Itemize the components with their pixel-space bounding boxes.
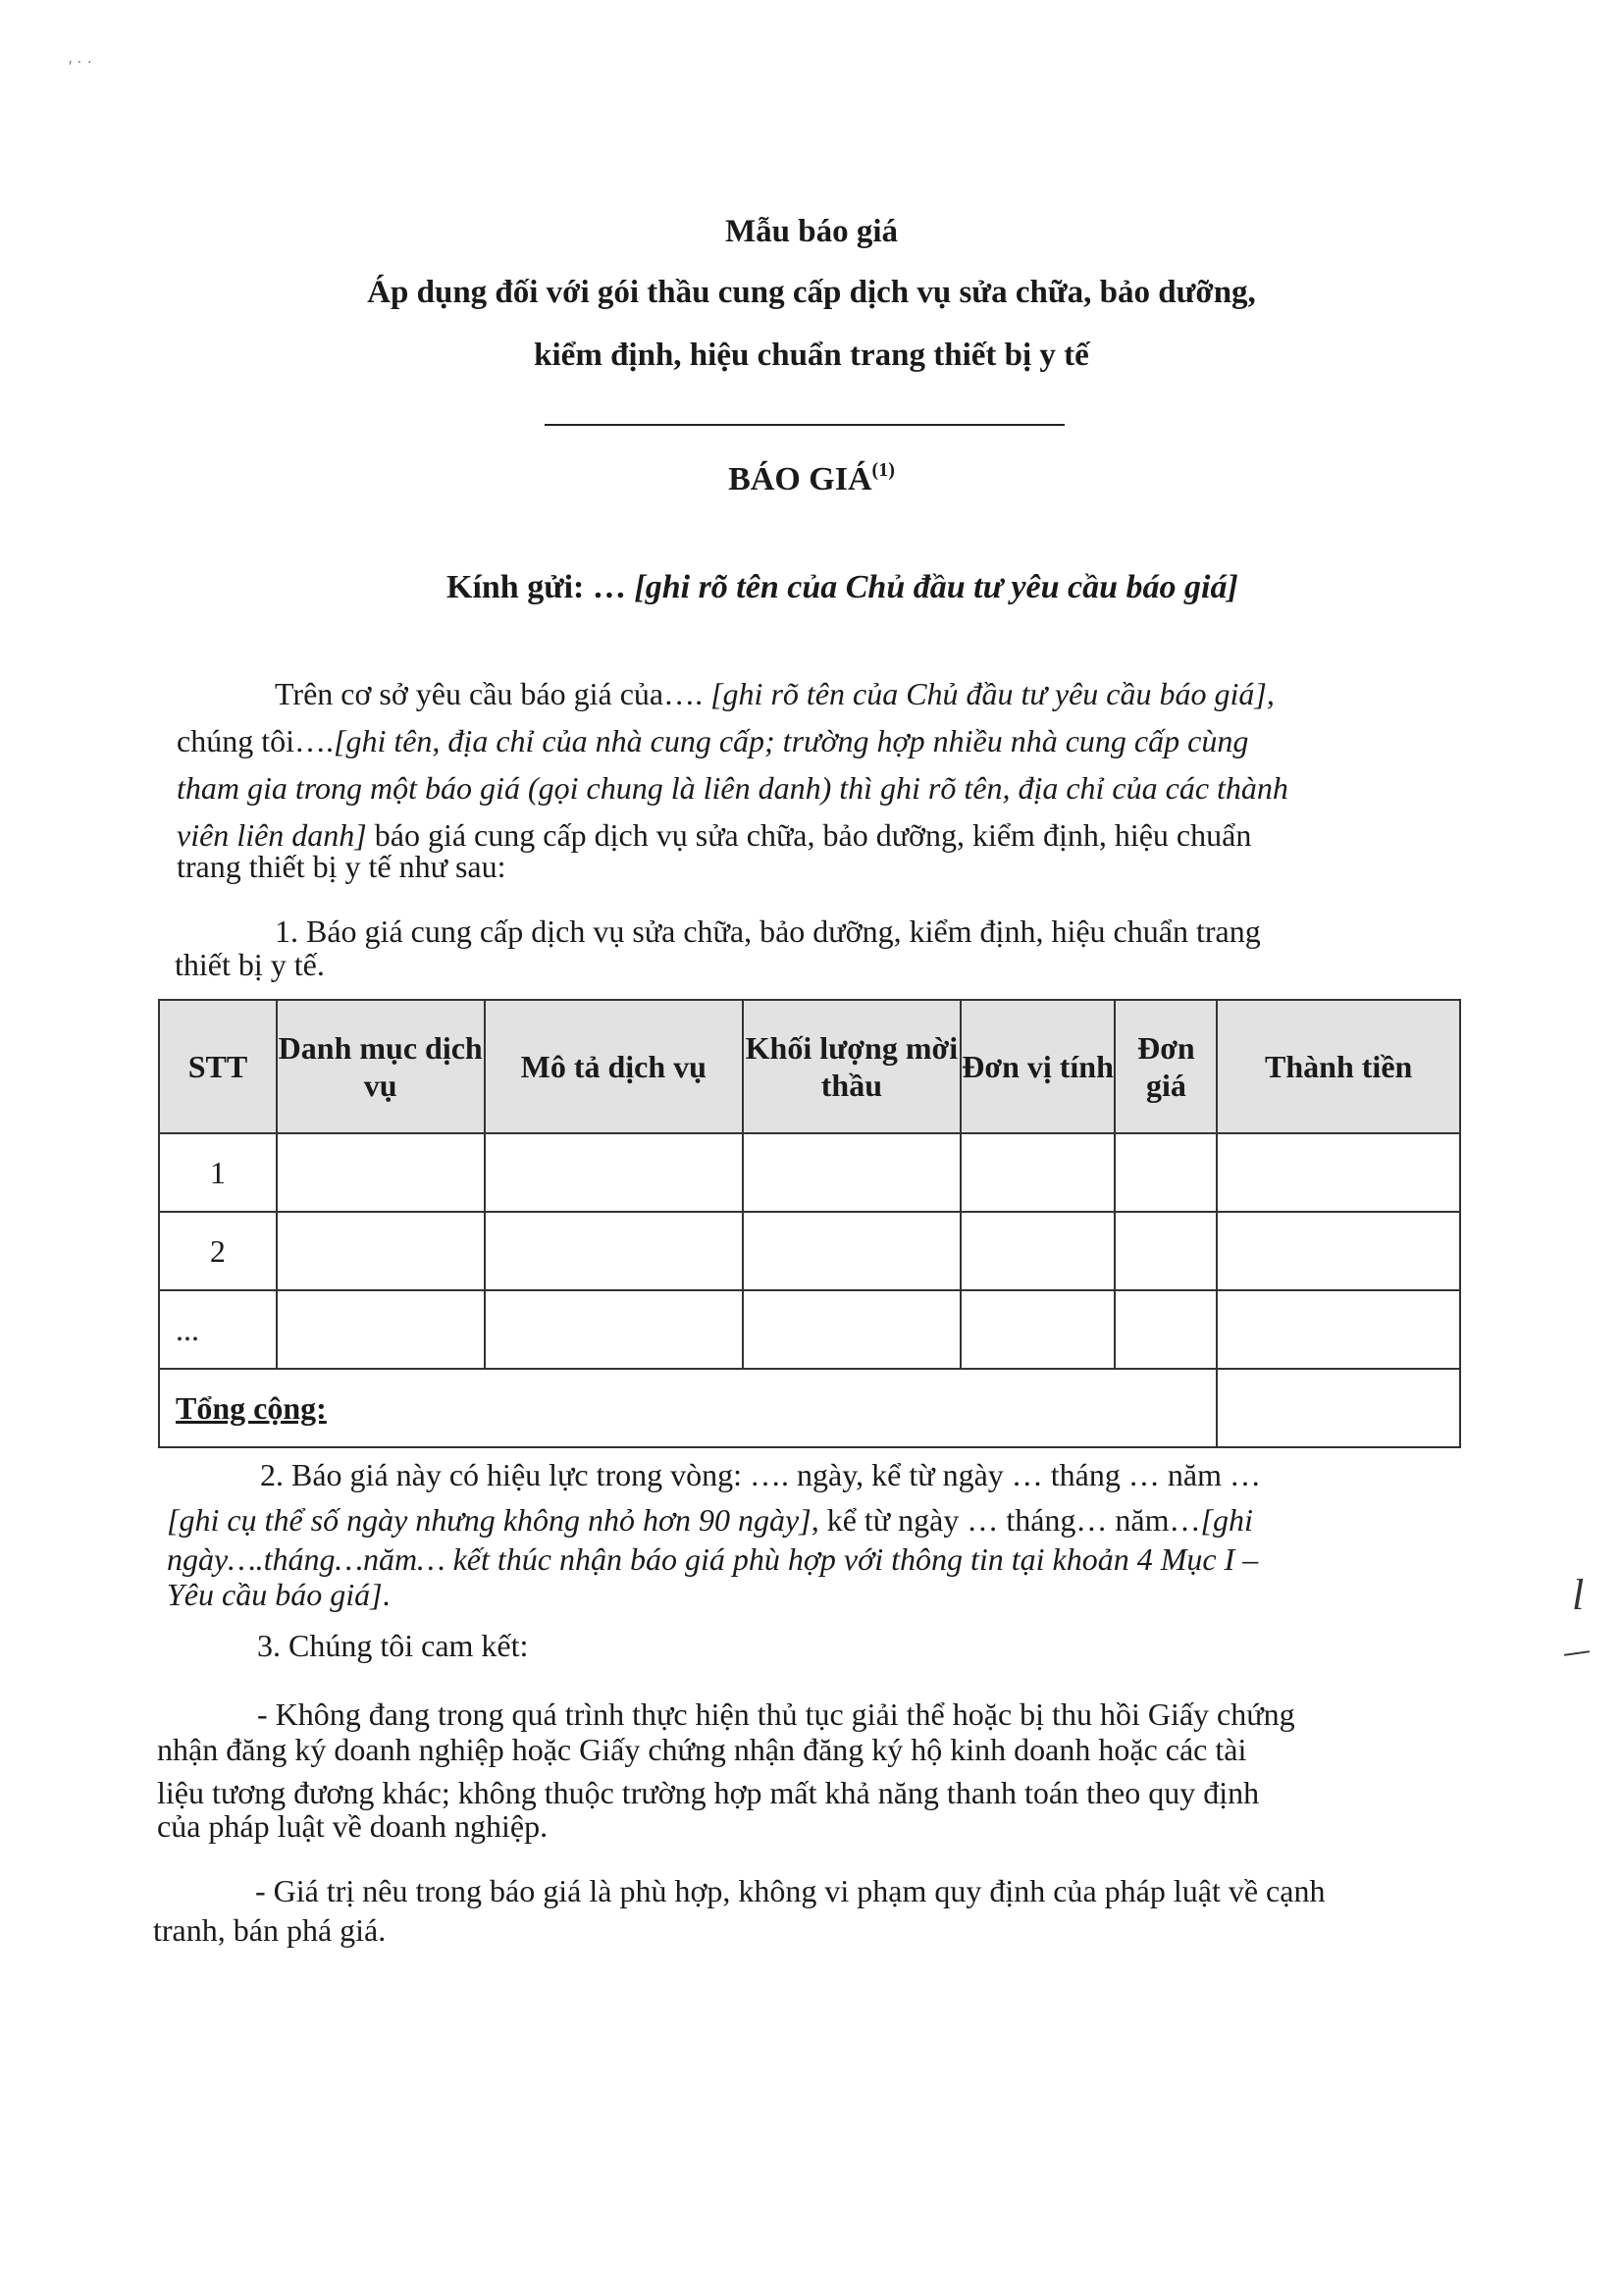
total-label: Tổng cộng: (159, 1369, 1217, 1447)
quote-heading (0, 459, 1623, 498)
table-cell (743, 1290, 961, 1369)
section3-heading: 3. Chúng tôi cam kết: (257, 1628, 529, 1663)
section2-placeholder: [ghi (1200, 1502, 1253, 1538)
section2-placeholder: [ghi cụ thể số ngày nhưng không nhỏ hơn 90 ngày] (167, 1502, 812, 1538)
table-cell (743, 1133, 961, 1212)
section2-line-3: ngày….tháng…năm… kết thúc nhận báo giá phù hợp với thông tin tại khoản 4 Mục I – (167, 1541, 1259, 1577)
commitment-1-line-2: nhận đăng ký doanh nghiệp hoặc Giấy chứng nhận đăng ký hộ kinh doanh hoặc các tài (157, 1732, 1247, 1767)
section2-placeholder: Yêu cầu báo giá] (167, 1577, 383, 1612)
table-cell (1217, 1212, 1460, 1290)
table-row (159, 1212, 1460, 1290)
table-cell (961, 1212, 1116, 1290)
form-title: Mẫu báo giá (724, 214, 899, 249)
table-cell (1115, 1133, 1217, 1212)
table-cell (277, 1212, 485, 1290)
col-header: STT (159, 1000, 277, 1133)
intro-line-2 (177, 724, 1248, 757)
section1-line-2: thiết bị y tế. (175, 947, 325, 982)
table-cell (961, 1133, 1116, 1212)
form-subtitle-line1: Áp dụng đối với gói thầu cung cấp dịch vụ sửa chữa, bảo dưỡng, (367, 275, 1256, 310)
title-divider (545, 424, 1065, 426)
recipient-label: Kính gửi: … (446, 569, 626, 605)
row-number: 2 (159, 1212, 277, 1290)
scan-speck: ' ˙ ˙ (69, 57, 93, 77)
handwritten-initial: l (1572, 1571, 1585, 1619)
section2-line-1: 2. Báo giá này có hiệu lực trong vòng: …. ngày, kể từ ngày … tháng … năm … (260, 1457, 1261, 1492)
commitment-2-line-1: - Giá trị nêu trong báo giá là phù hợp, không vi phạm quy định của pháp luật về cạnh (255, 1873, 1326, 1908)
col-header: Đơn vị tính (961, 1000, 1116, 1133)
section2-line-4 (167, 1578, 391, 1611)
table-cell (743, 1212, 961, 1290)
commitment-1-line-3: liệu tương đương khác; không thuộc trường hợp mất khả năng thanh toán theo quy định (157, 1775, 1260, 1810)
intro-text: chúng tôi…. (177, 723, 334, 758)
col-header: Danh mục dịch vụ (277, 1000, 485, 1133)
table-header-row (159, 1000, 1460, 1133)
col-header: Thành tiền (1217, 1000, 1460, 1133)
recipient-line (446, 569, 1238, 606)
commitment-1-line-4: của pháp luật về doanh nghiệp. (157, 1808, 549, 1844)
col-header: Mô tả dịch vụ (485, 1000, 744, 1133)
handwritten-dash (1564, 1650, 1590, 1656)
table-cell (277, 1133, 485, 1212)
table-cell (485, 1290, 744, 1369)
commitment-1-line-1: - Không đang trong quá trình thực hiện thủ tục giải thể hoặc bị thu hồi Giấy chứng (257, 1696, 1295, 1732)
quote-table (158, 999, 1461, 1448)
intro-text: báo giá cung cấp dịch vụ sửa chữa, bảo dưỡng, kiểm định, hiệu chuẩn (366, 817, 1252, 853)
table-cell (485, 1212, 744, 1290)
row-number: 1 (159, 1133, 277, 1212)
intro-line-3: tham gia trong một báo giá (gọi chung là liên danh) thì ghi rõ tên, địa chỉ của các thành (177, 770, 1288, 806)
table-row (159, 1133, 1460, 1212)
intro-placeholder: viên liên danh] (177, 817, 367, 853)
quote-heading-footnote: (1) (871, 459, 895, 481)
total-value-cell (1217, 1369, 1460, 1447)
intro-line-5: trang thiết bị y tế như sau: (177, 849, 506, 884)
table-total-row (159, 1369, 1460, 1447)
section2-text: , kể từ ngày … tháng… năm… (811, 1502, 1201, 1538)
row-number: ... (159, 1290, 277, 1369)
section1-line-1: 1. Báo giá cung cấp dịch vụ sửa chữa, bảo dưỡng, kiểm định, hiệu chuẩn trang (275, 913, 1261, 949)
form-subtitle-line2: kiểm định, hiệu chuẩn trang thiết bị y tế (534, 338, 1089, 373)
intro-placeholder: [ghi rõ tên của Chủ đầu tư yêu cầu báo giá], (710, 676, 1275, 711)
table-cell (1115, 1212, 1217, 1290)
intro-line-1 (275, 677, 1275, 710)
intro-text: Trên cơ sở yêu cầu báo giá của…. (275, 676, 704, 711)
table-cell (1217, 1133, 1460, 1212)
col-header: Đơn giá (1115, 1000, 1217, 1133)
commitment-2-line-2: tranh, bán phá giá. (153, 1912, 387, 1948)
table-row (159, 1290, 1460, 1369)
intro-placeholder: [ghi tên, địa chỉ của nhà cung cấp; trường hợp nhiều nhà cung cấp cùng (333, 723, 1249, 758)
table-cell (961, 1290, 1116, 1369)
col-header: Khối lượng mời thầu (743, 1000, 961, 1133)
table-cell (277, 1290, 485, 1369)
intro-line-4 (177, 818, 1251, 852)
recipient-placeholder: [ghi rõ tên của Chủ đầu tư yêu cầu báo giá] (634, 569, 1238, 605)
section2-text: . (382, 1577, 391, 1612)
quote-heading-text: BÁO GIÁ (728, 461, 872, 497)
table-cell (485, 1133, 744, 1212)
table-cell (1115, 1290, 1217, 1369)
section2-line-2 (167, 1503, 1253, 1537)
table-cell (1217, 1290, 1460, 1369)
